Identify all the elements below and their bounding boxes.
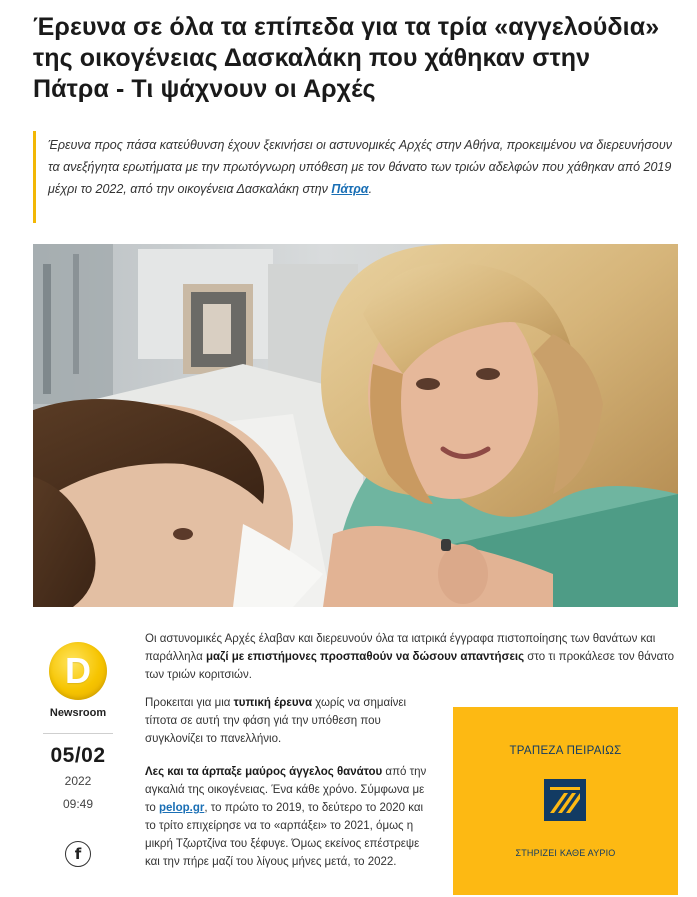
lead-link-patra[interactable]: Πάτρα [331,182,369,196]
p2-bold: τυπική έρευνα [233,697,313,709]
article-paragraph-2 [145,694,420,748]
hero-photo [33,244,678,607]
source-logo[interactable] [49,642,107,700]
p3-text-a: από την αγκαλιά της οικογένειας. Ένα κάθε χρόνο. Σύμφωνα με το [145,766,427,814]
publish-time: 09:49 [62,797,94,811]
p2-text-a: Προκειται για μια [145,697,234,709]
meta-divider [43,733,113,734]
p3-link-pelop[interactable]: pelop.gr [158,802,205,814]
ad-banner-piraeus-bank[interactable] [453,707,678,895]
article-meta [33,630,123,897]
source-name[interactable]: Newsroom [49,707,107,719]
p1-bold: μαζί με επιστήμονες προσπαθούν να δώσουν απαντήσεις [205,651,525,663]
article-paragraph-1 [145,630,675,684]
article-paragraph-3 [145,763,435,871]
piraeus-bank-logo-icon [544,779,586,821]
facebook-icon-glyph: f [74,845,82,863]
p3-text-b: , το πρώτο το 2019, το δεύτερο το 2020 και το τρίτο επιχείρησε να το «αρπάξει» το 2021, όμως η μικρή Τζωρτζίνα του ξέφυγε. Όμως εκείνος επέστρεψε και την πήρε μαζί του λίγους μήνες μετά, το 2022. [145,802,424,868]
lead-text: Έρευνα προς πάσα κατεύθυνση έχουν ξεκινήσει οι αστυνομικές Αρχές στην Αθήνα, προκειμένου να διερευνήσουν τα ανεξήγητα ερωτήματα με την πρωτόγνωρη υπόθεση με τον θάνατο των τριών αδελφών που χάθηκαν από 2019 μέχρι το 2022, από την οικογένεια Δασκαλάκη στην [48,138,672,196]
p1-text-b: στο τι προκάλεσε τον θάνατο των τριών κοριτσιών. [145,651,675,681]
source-logo-letter: D [65,650,91,691]
ad-title: ΤΡΑΠΕΖΑ ΠΕΙΡΑΙΩΣ [509,745,622,757]
p2-text-b: χωρίς να σημαίνει τίποτα σε αυτή την φάση γιά την υπόθεση που συγκλονίζει το πανελλήνιο. [145,697,407,745]
article-title: Έρευνα σε όλα τα επίπεδα για τα τρία «αγγελούδια» της οικογένειας Δασκαλάκη που χάθηκαν στην Πάτρα - Τι ψάχνουν οι Αρχές [33,13,660,103]
p3-bold: Λες και τα άρπαξε μαύρος άγγελος θανάτου [145,766,383,778]
p1-text-a: Οι αστυνομικές Αρχές έλαβαν και διερευνούν όλα τα ιατρικά έγγραφα πιστοποίησης των θανάτων και παράλληλα [145,633,656,663]
publish-day-month: 05/02 [50,744,106,767]
facebook-icon[interactable] [65,841,91,867]
lead-end: . [368,182,373,196]
article-lead [33,131,673,223]
ad-tagline: ΣΤΗΡΙΖΕΙ ΚΑΘΕ ΑΥΡΙΟ [515,848,616,858]
publish-year: 2022 [64,774,92,788]
